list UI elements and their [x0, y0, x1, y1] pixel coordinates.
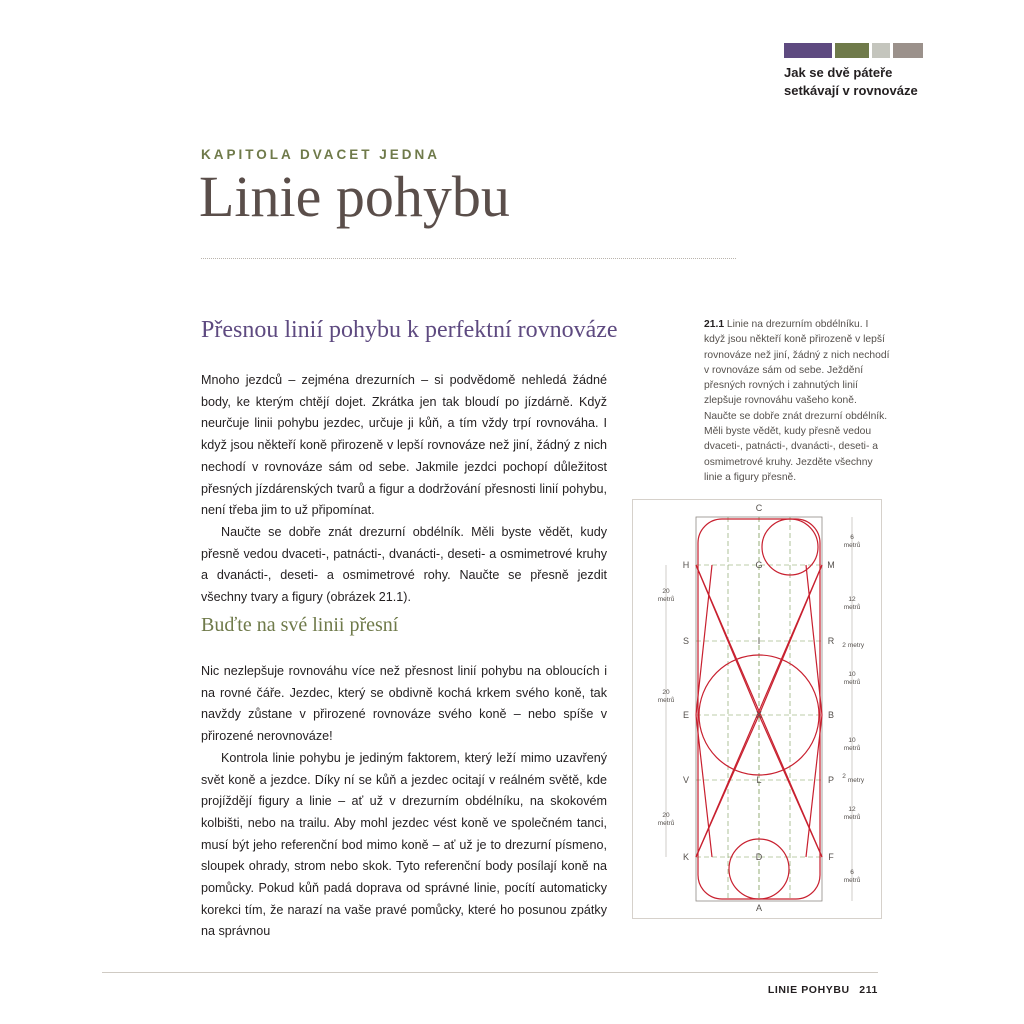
paragraph: Mnoho jezdců – zejména drezurních – si podvědomě nehledá žádné body, ke kterým chtějí dojet. Zkrátka jen tak bloudí po jízdárně. Když neurčuje linii pohybu jezdec, určuje ji kůň, a tím vždy trpí rovnováha. I když jsou někteří koně přirozeně v lepší rovnováze než jiní, žádný z nich nechodí v rovnováze sám od sebe. Jakmile jezdci pochopí důležitost přesných jízdárenských tvarů a figur a dodržování přesnosti linií pohybu, není třeba jim to už připomínat. — [201, 373, 607, 518]
part-title — [784, 64, 984, 100]
letter-L: L — [756, 775, 762, 785]
dimension-left-2-unit: metrů — [657, 697, 675, 704]
dimension-right-1-value: 6 — [850, 534, 854, 541]
dimension-left-3-unit: metrů — [657, 820, 675, 827]
dimension-right-3-unit: metry — [847, 642, 865, 649]
letter-H: H — [682, 560, 690, 570]
figure-caption-text: Linie na drezurním obdélníku. I když jsou někteří koně přirozeně v lepší rovnováze než jiní, žádný z nich nechodí v rovnováze sám od sebe. Ježdění přesných rovných i zahnutých linií zlepšuje rovnováhu vašeho koně. Naučte se dobře znát drezurní obdélník. Měli byste vědět, kudy přesně vedou dvaceti-, patnácti-, dvanácti-, deseti- a osmimetrové kruhy. Jezděte všechny linie a figury přesně. — [704, 319, 890, 483]
letter-B: B — [827, 710, 835, 720]
letter-D: D — [755, 852, 763, 862]
dimension-right-6-unit: metry — [847, 777, 865, 784]
dimension-right-2-unit: metrů — [843, 604, 861, 611]
section-heading-2: Buďte na své linii přesní — [201, 614, 399, 636]
swatch-purple — [784, 43, 832, 58]
dimension-right-7-unit: metrů — [843, 814, 861, 821]
paragraph: Kontrola linie pohybu je jediným faktorem, který leží mimo uzavřený svět koně a jezdce. Díky ní se kůň a jezdec ocitají v reálném světě, kde projíždějí figury a linie – ať už v drezurním obdélníku, na skokovém kolbišti, nebo na trailu. Aby mohl jezdec vést koně ve společném tanci, musí být jeho referenční bod mimo koně – ať už je to drezurní písmeno, sloupek ohrady, strom nebo skok. Tyto referenční body posílají koně na pomůcky. Pokud kůň padá doprava od správné linie, pocítí automaticky korekci tím, že narazí na vaše pravé pomůcky, které ho posunou zpátky na správnou — [201, 750, 607, 939]
section1-body — [201, 370, 607, 609]
swatch-taupe — [893, 43, 923, 58]
dimension-right-8-value: 6 — [850, 869, 854, 876]
letter-I: I — [757, 636, 761, 646]
dimension-right-2-value: 12 — [848, 596, 856, 603]
chapter-label: KAPITOLA DVACET JEDNA — [201, 147, 441, 162]
paragraph: Naučte se dobře znát drezurní obdélník. Měli byste vědět, kudy přesně vedou dvaceti-, patnácti-, dvanácti-, deseti- a osmimetrové kruhy a dvanácti-, deseti- a osmimetrové rohy. Naučte se přesně jezdit všechny tvary a figury (obrázek 21.1). — [201, 524, 607, 605]
swatch-light-gray — [872, 43, 890, 58]
paragraph: Nic nezlepšuje rovnováhu více než přesnost linií pohybu na obloucích i na rovné čáře. Jezdec, který se obdivně kochá krkem svého koně, tak navždy zůstane v přirozené rovnováze svého koně – nebo spíše v přirozené nerovnováze! — [201, 664, 607, 744]
dimension-right-5-value: 10 — [848, 737, 856, 744]
letter-C: C — [755, 503, 763, 513]
figure-caption — [704, 317, 892, 485]
dimension-right-5-unit: metrů — [843, 745, 861, 752]
letter-V: V — [682, 775, 690, 785]
swatch-green — [835, 43, 869, 58]
letter-P: P — [827, 775, 835, 785]
part-color-swatches — [784, 43, 926, 58]
letter-X: X — [755, 710, 763, 720]
dimension-right-4-value: 10 — [848, 671, 856, 678]
letter-G: G — [755, 560, 763, 570]
dotted-divider — [201, 258, 736, 259]
dimension-right-3-value: 2 — [842, 642, 846, 649]
dimension-left-1-unit: metrů — [657, 596, 675, 603]
letter-E: E — [682, 710, 690, 720]
part-title-line1: Jak se dvě páteře — [784, 65, 893, 80]
dimension-right-6-value: 2 — [842, 773, 846, 780]
section2-body — [201, 661, 607, 943]
dimension-right-8-unit: metrů — [843, 877, 861, 884]
chapter-title: Linie pohybu — [199, 164, 510, 229]
letter-K: K — [682, 852, 690, 862]
dimension-left-1-value: 20 — [662, 588, 670, 595]
footer-rule — [102, 972, 878, 973]
running-head: LINIE POHYBU — [767, 984, 850, 996]
dimension-left-3-value: 20 — [662, 812, 670, 819]
section-heading-1: Přesnou linií pohybu k perfektní rovnováze — [201, 317, 618, 343]
dressage-arena-diagram — [632, 499, 882, 919]
letter-R: R — [827, 636, 835, 646]
letter-F: F — [828, 852, 834, 862]
dimension-left-2-value: 20 — [662, 689, 670, 696]
dimension-right-7-value: 12 — [848, 806, 856, 813]
figure-number: 21.1 — [704, 319, 725, 330]
page-footer — [700, 984, 878, 996]
letter-S: S — [682, 636, 690, 646]
dimension-right-4-unit: metrů — [843, 679, 861, 686]
letter-A: A — [755, 903, 763, 913]
letter-M: M — [827, 560, 835, 570]
page-number: 211 — [859, 984, 878, 996]
dimension-right-1-unit: metrů — [843, 542, 861, 549]
part-title-line2: setkávají v rovnováze — [784, 83, 918, 98]
